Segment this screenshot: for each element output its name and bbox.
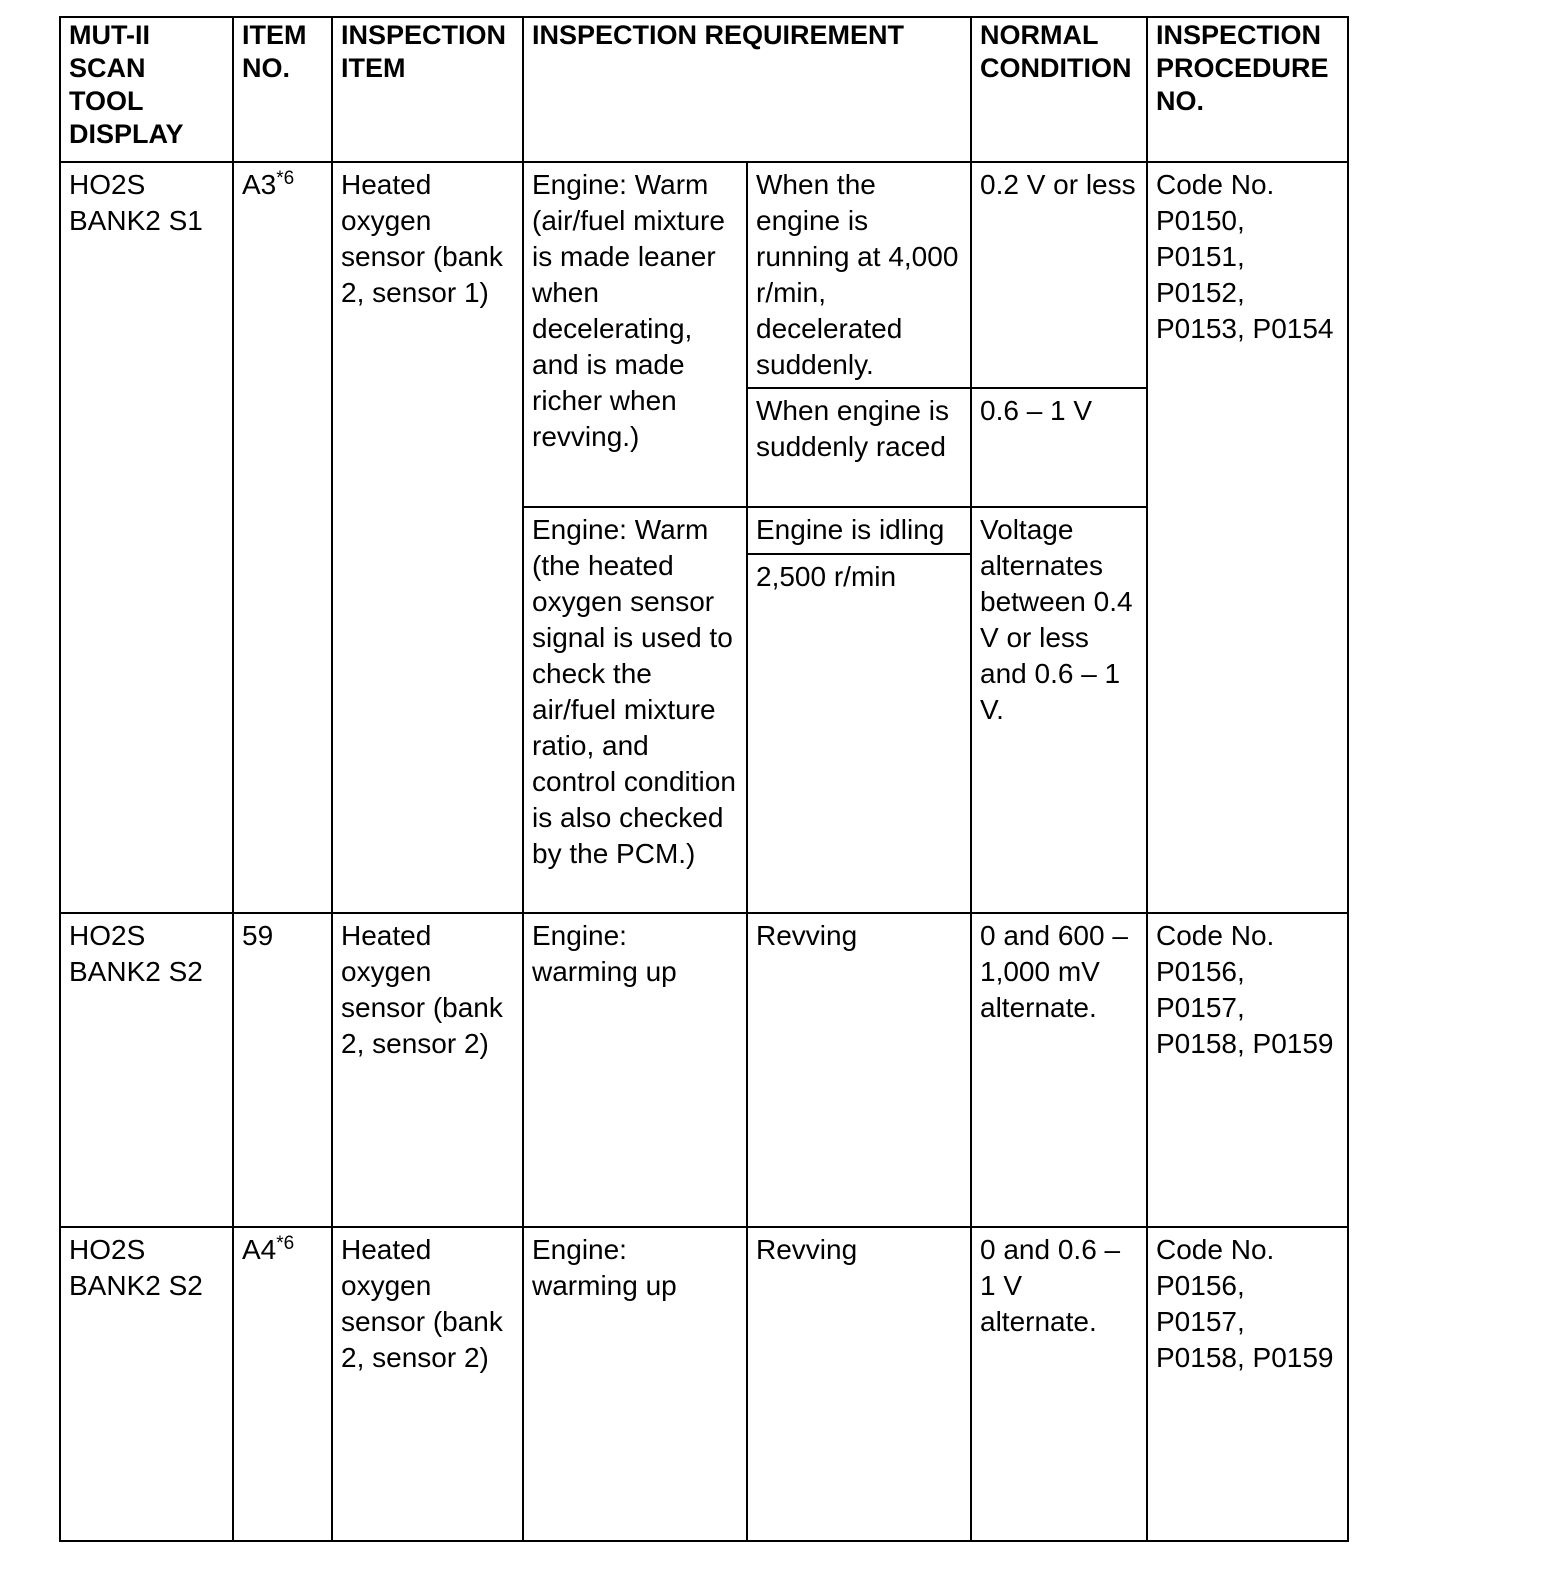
table-row: [60, 913, 1348, 1227]
row2-procedure-no: Code No. P0156, P0157, P0158, P0159: [1147, 913, 1348, 1227]
row1-condition-a1: When the engine is running at 4,000 r/min, decelerated suddenly.: [747, 162, 971, 388]
row1-procedure-no: Code No. P0150, P0151, P0152, P0153, P0154: [1147, 162, 1348, 913]
header-inspection-requirement: INSPECTION REQUIREMENT: [523, 17, 971, 162]
row1-display: HO2S BANK2 S1: [60, 162, 233, 913]
row3-item-no-value: A4: [242, 1234, 277, 1265]
row1-condition-a2: When engine is suddenly raced: [747, 388, 971, 507]
inspection-table: [59, 16, 1349, 1542]
row2-item-no: 59: [233, 913, 332, 1227]
header-scan-tool-display: MUT-II SCAN TOOL DISPLAY: [60, 17, 233, 162]
table-row: [60, 162, 1348, 388]
row1-condition-b2: 2,500 r/min: [747, 554, 971, 913]
row3-normal: 0 and 0.6 – 1 V alternate.: [971, 1227, 1147, 1541]
header-normal-condition: NORMAL CONDITION: [971, 17, 1147, 162]
row1-item-no: [233, 162, 332, 913]
header-inspection-item: INSPECTION ITEM: [332, 17, 523, 162]
header-inspection-procedure-no: INSPECTION PROCEDURE NO.: [1147, 17, 1348, 162]
row1-item-footnote: *6: [276, 168, 295, 189]
row1-requirement-b: Engine: Warm (the heated oxygen sensor signal is used to check the air/fuel mixture ratio, and control condition is also checked by the PCM.): [523, 507, 747, 913]
row2-normal: 0 and 600 – 1,000 mV alternate.: [971, 913, 1147, 1227]
row3-requirement: Engine: warming up: [523, 1227, 747, 1541]
header-row: [60, 17, 1348, 162]
row1-normal-a1: 0.2 V or less: [971, 162, 1147, 388]
row3-procedure-no: Code No. P0156, P0157, P0158, P0159: [1147, 1227, 1348, 1541]
row1-item-no-value: A3: [242, 169, 277, 200]
row3-inspection-item: Heated oxygen sensor (bank 2, sensor 2): [332, 1227, 523, 1541]
header-item-no: ITEM NO.: [233, 17, 332, 162]
table-row: [60, 1227, 1348, 1541]
row2-inspection-item: Heated oxygen sensor (bank 2, sensor 2): [332, 913, 523, 1227]
row2-requirement: Engine: warming up: [523, 913, 747, 1227]
row2-condition: Revving: [747, 913, 971, 1227]
row3-item-no: [233, 1227, 332, 1541]
row2-display: HO2S BANK2 S2: [60, 913, 233, 1227]
row1-requirement-a: Engine: Warm (air/fuel mixture is made leaner when decelerating, and is made richer when revving.): [523, 162, 747, 507]
row1-condition-b1: Engine is idling: [747, 507, 971, 554]
row1-normal-b: Voltage alternates between 0.4 V or less and 0.6 – 1 V.: [971, 507, 1147, 913]
row3-condition: Revving: [747, 1227, 971, 1541]
row1-inspection-item: Heated oxygen sensor (bank 2, sensor 1): [332, 162, 523, 913]
row3-display: HO2S BANK2 S2: [60, 1227, 233, 1541]
row1-normal-a2: 0.6 – 1 V: [971, 388, 1147, 507]
row3-item-footnote: *6: [276, 1233, 295, 1254]
